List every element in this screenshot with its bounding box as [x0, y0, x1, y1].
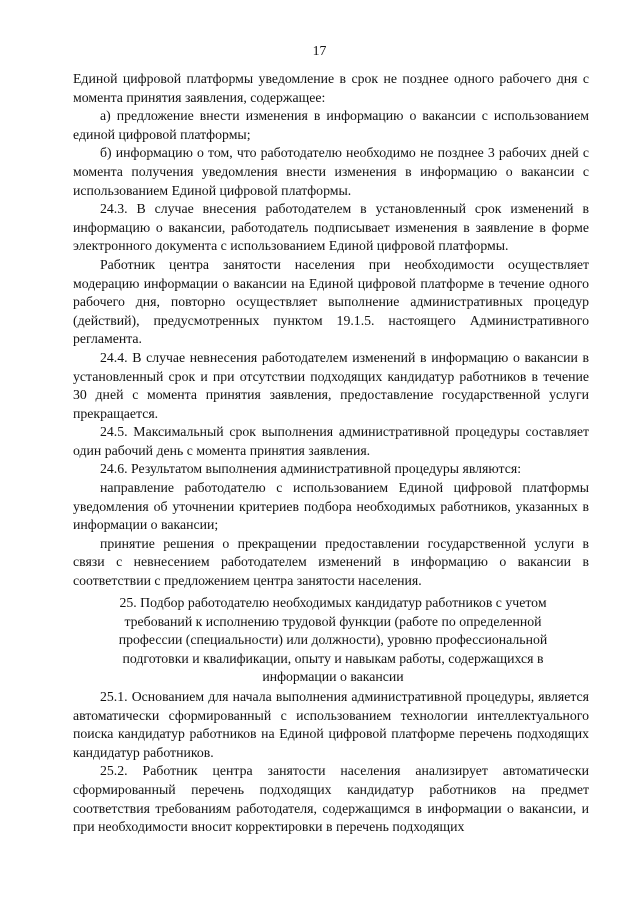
bottom-text-block	[73, 688, 589, 837]
section-heading-line: требований к исполнению трудовой функции (работе по определенной	[124, 613, 542, 629]
section-heading-line: подготовки и квалификации, опыту и навыкам работы, содержащихся в	[122, 650, 544, 666]
paragraph: Единой цифровой платформы уведомление в срок не позднее одного рабочего дня с момента принятия заявления, содержащее:	[73, 71, 589, 105]
paragraph: 24.3. В случае внесения работодателем в установленный срок изменений в информацию о вакансии, работодатель подписывает изменения в заявление в форме электронного документа с использованием Единой цифровой платформы.	[73, 201, 589, 254]
section-heading-line: информации о вакансии	[262, 669, 404, 685]
section-heading-line: профессии (специальности) или должности), уровню профессиональной	[118, 632, 548, 648]
section-heading	[100, 594, 566, 687]
paragraph: 24.5. Максимальный срок выполнения административной процедуры составляет один рабочий день с момента принятия заявления.	[73, 424, 589, 458]
paragraph: Работник центра занятости населения при необходимости осуществляет модерацию информации о вакансии на Единой цифровой платформе в течение одного рабочего дня, повторно осуществляет выполнение административных процедур (действий), предусмотренных пунктом 19.1.5. настоящего Административного регламента.	[73, 256, 589, 347]
paragraph: принятие решения о прекращении предоставлении государственной услуги в связи с невнесением работодателем изменений в информацию о вакансии в соответствии с предложением центра занятости населения.	[73, 535, 589, 589]
paragraph: направление работодателю с использованием Единой цифровой платформы уведомления об уточнении критериев подбора необходимых работников, указанных в информации о вакансии;	[73, 480, 589, 533]
paragraph: 25.2. Работник центра занятости населения анализирует автоматически сформированный перечень подходящих кандидатур работников на предмет соответствия требованиям работодателя, содержащимся в информации о вакансии, и при необходимости вносит корректировки в перечень подходящих	[73, 763, 589, 835]
paragraph: 25.1. Основанием для начала выполнения административной процедуры, является автоматически сформированный с использованием технологии интеллектуального поиска кандидатур работников на Единой цифровой платформе перечень подходящих кандидатур работников.	[73, 689, 589, 760]
paragraph: б) информацию о том, что работодателю необходимо не позднее 3 рабочих дней с момента получения уведомления внести изменения в информацию о вакансии с использованием Единой цифровой платформы.	[73, 145, 589, 198]
page-number: 17	[312, 43, 327, 58]
paragraph: а) предложение внести изменения в информацию о вакансии с использованием единой цифровой платформы;	[73, 108, 589, 142]
section-heading-line: 25. Подбор работодателю необходимых кандидатур работников с учетом	[119, 595, 547, 610]
top-text-block	[73, 70, 589, 591]
paragraph: 24.4. В случае невнесения работодателем изменений в информацию о вакансии в установленный срок и при отсутствии подходящих кандидатур работников в течение 30 дней с момента принятия заявления, предоставление государственной услуги прекращается.	[73, 349, 589, 421]
paragraph: 24.6. Результатом выполнения административной процедуры являются:	[100, 461, 522, 477]
